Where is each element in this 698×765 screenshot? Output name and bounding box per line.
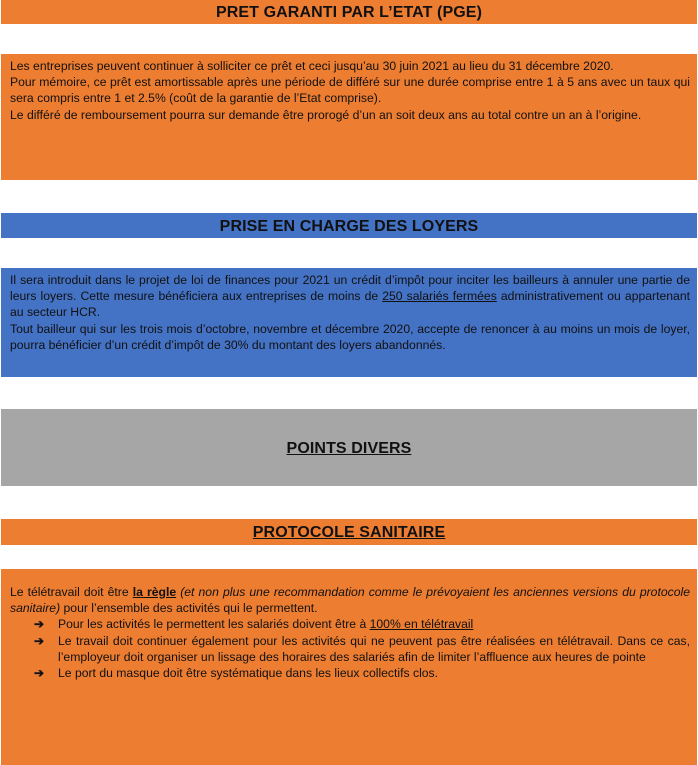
protocole-section [1, 569, 697, 765]
loyers-heading: PRISE EN CHARGE DES LOYERS [219, 218, 479, 235]
bullet-2-text: Le travail doit continuer également pour les activités qui ne peuvent pas être réalisées en télétravail. Dans ce cas, l’employeur doit organiser un lissage des horaires des salariés afin de limiter l’affluence aux heures de pointe [58, 633, 690, 664]
protocole-intro-end: pour l’ensemble des activités qui le permettent. [60, 601, 318, 616]
bullet-1-underlined: 100% en télétravail [369, 617, 474, 632]
pge-paragraph-1: Les entreprises peuvent continuer à solliciter ce prêt et ceci jusqu’au 30 juin 2021 au lieu du 31 décembre 2020. [10, 59, 614, 73]
loyers-paragraph-1 [10, 272, 690, 321]
arrow-right-icon: ➔ [34, 633, 45, 648]
protocole-intro [10, 584, 690, 616]
pge-heading-bar [1, 0, 697, 24]
protocole-bullet-1 [10, 616, 690, 632]
loyers-p1-text-end: administrativement ou appartenant au secteur HCR. [10, 289, 690, 320]
bullet-3-text: Le port du masque doit être systématique dans les lieux collectifs clos. [58, 666, 439, 681]
divers-section [1, 409, 697, 486]
protocole-bullet-2 [10, 633, 690, 665]
protocole-intro-rule: la règle [132, 585, 177, 599]
loyers-p1-text: Il sera introduit dans le projet de loi de finances pour 2021 un crédit d’impôt pour inciter les bailleurs à annuler une partie de leurs loyers. Cette mesure bénéficiera aux entreprises de moins de [10, 273, 690, 304]
protocole-heading-bar [1, 519, 697, 545]
pge-section [1, 54, 697, 180]
protocole-heading: PROTOCOLE SANITAIRE [252, 524, 446, 541]
loyers-paragraph-2: Tout bailleur qui sur les trois mois d’octobre, novembre et décembre 2020, accepte de renoncer à au moins un mois de loyer, pourra bénéficier d’un crédit d’impôt de 30% du montant des loyers abandonnés. [10, 321, 690, 352]
arrow-right-icon: ➔ [34, 617, 45, 632]
divers-heading: POINTS DIVERS [286, 440, 412, 457]
bullet-1-text: Pour les activités le permettent les salariés doivent être à [58, 617, 370, 632]
protocole-intro-text: Le télétravail doit être [10, 585, 133, 599]
loyers-p1-underlined: 250 salariés fermées [382, 289, 497, 304]
loyers-heading-bar [1, 213, 697, 238]
pge-heading: PRET GARANTI PAR L’ETAT (PGE) [215, 4, 482, 21]
protocole-bullet-3 [10, 665, 690, 681]
pge-paragraph-3: Le différé de remboursement pourra sur demande être prorogé d’un an soit deux ans au total contre un an à l’origine. [10, 107, 642, 122]
arrow-right-icon: ➔ [34, 666, 45, 681]
loyers-section [1, 268, 697, 377]
pge-paragraph-2: Pour mémoire, ce prêt est amortissable après une période de différé sur une durée comprise entre 1 à 5 ans avec un taux qui sera compris entre 1 et 2.5% (coût de la garantie de l’Etat comprise). [10, 75, 690, 106]
protocole-intro-italic: (et non plus une recommandation comme le prévoyaient les anciennes versions du protocole sanitaire) [10, 585, 690, 616]
protocole-bullet-list [10, 616, 690, 681]
